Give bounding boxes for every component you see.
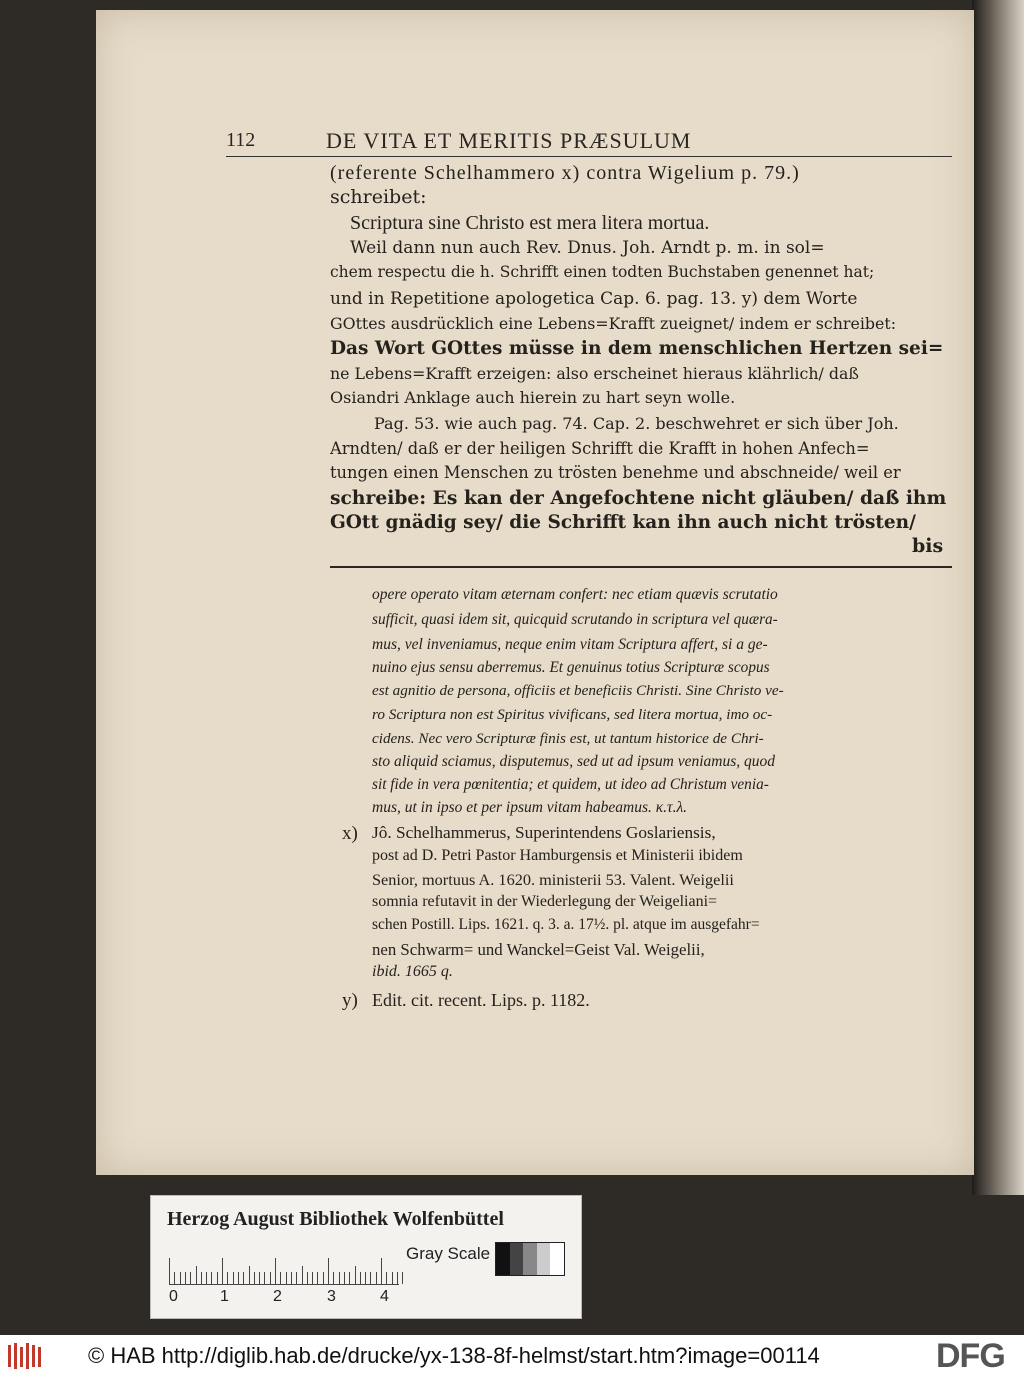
card-title: Herzog August Bibliothek Wolfenbüttel	[167, 1208, 504, 1230]
ruler-tick	[243, 1272, 244, 1284]
ruler-number: 3	[327, 1288, 336, 1305]
main-line: chem respectu die h. Schrifft einen todten Buchstaben genennet hat;	[330, 263, 875, 281]
main-line: ne Lebens=Krafft erzeigen: also erscheinet hieraus klährlich/ daß	[330, 364, 859, 383]
note-line: sto aliquid sciamus, disputemus, sed ut ad ipsum veniamus, quod	[372, 753, 775, 770]
ruler-tick	[360, 1272, 361, 1284]
source-url[interactable]: © HAB http://diglib.hab.de/drucke/yx-138-8f-helmst/start.htm?image=00114	[88, 1343, 820, 1368]
dfg-logo: DFG	[936, 1337, 1005, 1375]
ruler-tick	[264, 1272, 265, 1284]
ruler-tick	[270, 1272, 271, 1284]
ruler-tick	[196, 1266, 197, 1284]
footnote-x-line: somnia refutavit in der Wiederlegung der Weigeliani=	[372, 893, 718, 910]
note-line: sufficit, quasi idem sit, quicquid scrutando in scriptura vel quæra-	[372, 611, 778, 628]
note-line: est agnitio de persona, officiis et beneficiis Christi. Sine Christo ve-	[372, 682, 784, 699]
ruler-tick	[349, 1272, 350, 1284]
footnote-x-line: nen Schwarm= und Wanckel=Geist Val. Weigelii,	[372, 940, 705, 959]
gray-swatch	[496, 1243, 510, 1275]
ruler-tick	[333, 1272, 334, 1284]
ruler-tick	[307, 1272, 308, 1284]
ruler-tick	[190, 1272, 191, 1284]
note-line: nuino ejus sensu aberremus. Et genuinus totius Scripturæ scopus	[372, 659, 770, 676]
ruler-tick	[211, 1272, 212, 1284]
main-line: (referente Schelhammero x) contra Wigelium p. 79.)	[330, 162, 800, 184]
ruler-tick	[249, 1266, 250, 1284]
gray-swatch	[510, 1243, 524, 1275]
hab-logo-icon	[6, 1341, 46, 1371]
main-line: tungen einen Menschen zu trösten benehme und abschneide/ weil er	[330, 463, 901, 482]
running-title: DE VITA ET MERITIS PRÆSULUM	[326, 128, 692, 153]
running-head	[226, 128, 952, 157]
ruler-tick	[201, 1272, 202, 1284]
hab-color-card	[150, 1195, 582, 1319]
main-line: bis	[912, 535, 944, 557]
ruler-tick	[376, 1272, 377, 1284]
note-line: mus, vel inveniamus, neque enim vitam Scriptura affert, si a ge-	[372, 636, 768, 653]
ruler-tick	[402, 1272, 403, 1284]
footnote-x-line: schen Postill. Lips. 1621. q. 3. a. 17½. pl. atque im ausgefahr=	[372, 916, 760, 933]
ruler-tick	[312, 1272, 313, 1284]
main-line: schreibet:	[330, 186, 427, 208]
ruler-tick	[222, 1258, 223, 1284]
footnote-y-text: Edit. cit. recent. Lips. p. 1182.	[372, 990, 590, 1010]
ruler-tick	[180, 1272, 181, 1284]
main-line: Arndten/ daß er der heiligen Schrifft die Krafft in hohen Anfech=	[330, 439, 870, 458]
main-line: GOtt gnädig sey/ die Schrifft kan ihn auch nicht trösten/	[330, 512, 916, 533]
footnote-x-line: ibid. 1665 q.	[372, 963, 453, 980]
footnote-x-line: post ad D. Petri Pastor Hamburgensis et Ministerii ibidem	[372, 847, 743, 864]
ruler-tick	[169, 1258, 170, 1284]
gray-swatch	[523, 1243, 537, 1275]
main-line: schreibe: Es kan der Angefochtene nicht gläuben/ daß ihm	[330, 487, 947, 509]
note-line: sit fide in vera pœnitentia; et quidem, ut ideo ad Christum venia-	[372, 776, 769, 793]
ruler-tick	[355, 1266, 356, 1284]
ruler-tick	[291, 1272, 292, 1284]
gray-swatch	[537, 1243, 551, 1275]
ruler-tick	[254, 1272, 255, 1284]
main-line: Weil dann nun auch Rev. Dnus. Joh. Arndt p. m. in sol=	[350, 238, 825, 258]
ruler-tick	[206, 1272, 207, 1284]
gray-swatch	[550, 1243, 564, 1275]
note-line: mus, ut in ipso et per ipsum vitam habeamus. κ.τ.λ.	[372, 799, 688, 816]
ruler-tick	[344, 1272, 345, 1284]
main-line: Osiandri Anklage auch hierein zu hart seyn wolle.	[330, 388, 736, 407]
ruler-tick	[227, 1272, 228, 1284]
gray-scale-label: Gray Scale	[406, 1244, 491, 1263]
ruler-number: 0	[169, 1288, 178, 1305]
footer-bar	[0, 1335, 1024, 1378]
ruler-tick	[328, 1258, 329, 1284]
main-line: Pag. 53. wie auch pag. 74. Cap. 2. beschwehret er sich über Joh.	[374, 414, 899, 433]
ruler-number: 1	[220, 1288, 229, 1305]
ruler-tick	[386, 1272, 387, 1284]
ruler-tick	[233, 1272, 234, 1284]
gray-scale-strip	[495, 1242, 565, 1276]
ruler-tick	[365, 1272, 366, 1284]
ruler-number: 4	[380, 1288, 389, 1305]
ruler-tick	[238, 1272, 239, 1284]
main-line: Das Wort GOttes müsse in dem menschlichen Hertzen sei=	[330, 338, 944, 359]
footnote-x-line: Senior, mortuus A. 1620. ministerii 53. Valent. Weigelii	[372, 870, 734, 889]
ruler-tick	[217, 1272, 218, 1284]
footnote-marker-y: y)	[342, 990, 358, 1011]
ruler-tick	[296, 1272, 297, 1284]
footnote-x-line: Jô. Schelhammerus, Superintendens Goslariensis,	[372, 823, 716, 842]
ruler-tick	[259, 1272, 260, 1284]
book-edge	[972, 0, 1024, 1195]
main-line: und in Repetitione apologetica Cap. 6. pag. 13. y) dem Worte	[330, 289, 858, 309]
note-line: opere operato vitam æternam confert: nec etiam quævis scrutatio	[372, 586, 778, 603]
main-line: Scriptura sine Christo est mera litera mortua.	[350, 212, 710, 234]
ruler-tick	[286, 1272, 287, 1284]
ruler-tick	[280, 1272, 281, 1284]
footnote-marker-x: x)	[342, 823, 358, 844]
ruler-tick	[185, 1272, 186, 1284]
ruler-line	[169, 1284, 399, 1285]
ruler-tick	[381, 1258, 382, 1284]
ruler-tick	[174, 1272, 175, 1284]
ruler-tick	[339, 1272, 340, 1284]
footnote-rule	[330, 566, 952, 568]
ruler-tick	[370, 1272, 371, 1284]
ruler-tick	[302, 1266, 303, 1284]
ruler-number: 2	[273, 1288, 282, 1305]
note-line: ro Scriptura non est Spiritus vivificans, sed litera mortua, imo oc-	[372, 706, 773, 723]
ruler-tick	[397, 1272, 398, 1284]
ruler-tick	[275, 1258, 276, 1284]
note-line: cidens. Nec vero Scripturæ finis est, ut tantum historice de Chri-	[372, 730, 764, 747]
ruler-tick	[392, 1272, 393, 1284]
ruler-tick	[317, 1272, 318, 1284]
main-line: GOttes ausdrücklich eine Lebens=Krafft zueignet/ indem er schreibet:	[330, 314, 897, 333]
ruler-tick	[323, 1272, 324, 1284]
page-number: 112	[226, 129, 256, 151]
